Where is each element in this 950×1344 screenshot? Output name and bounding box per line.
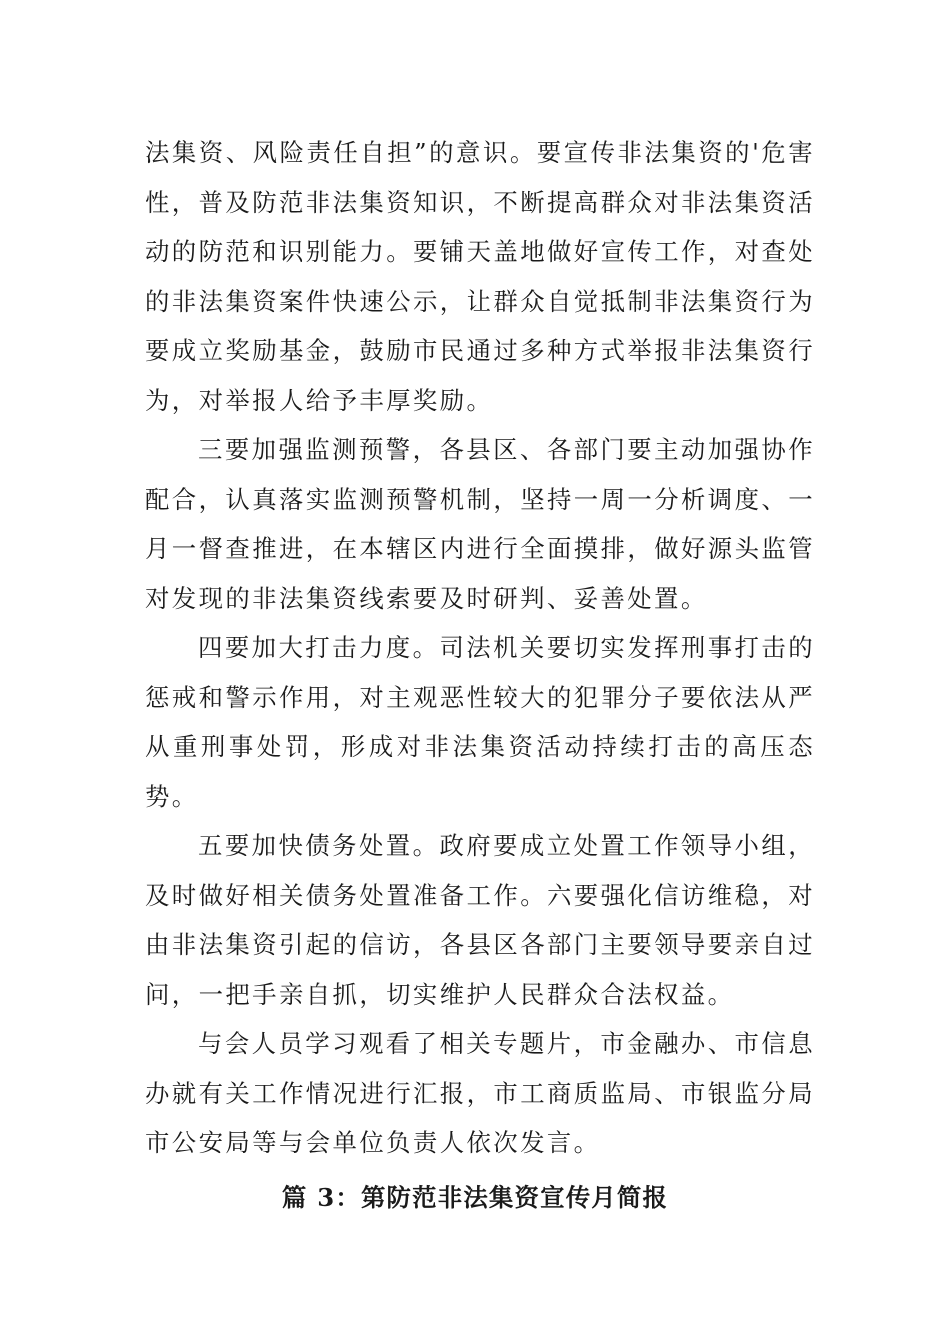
paragraph-monitoring: 三要加强监测预警，各县区、各部门要主动加强协作配合，认真落实监测预警机制，坚持一周一分析调度、一月一督查推进，在本辖区内进行全面摸排，做好源头监管对发现的非法集资线索要及时研判、妥善处置。 [145, 435, 815, 613]
paragraph-crackdown: 四要加大打击力度。司法机关要切实发挥刑事打击的惩戒和警示作用，对主观恶性较大的犯罪分子要依法从严从重刑事处罚，形成对非法集资活动持续打击的高压态势。 [145, 633, 815, 811]
section-title: 篇 3：第防范非法集资宣传月简报 [281, 1183, 669, 1212]
body-text [145, 128, 815, 1168]
paragraph-debt-handling: 五要加快债务处置。政府要成立处置工作领导小组，及时做好相关债务处置准备工作。六要强化信访维稳，对由非法集资引起的信访，各县区各部门主要领导要亲自过问，一把手亲自抓，切实维护人民群众合法权益。 [145, 831, 815, 1009]
paragraph-meeting-attendees: 与会人员学习观看了相关专题片，市金融办、市信息办就有关工作情况进行汇报，市工商质监局、市银监分局市公安局等与会单位负责人依次发言。 [145, 1029, 815, 1157]
paragraph-awareness: 法集资、风险责任自担”的意识。要宣传非法集资的'危害性，普及防范非法集资知识，不断提高群众对非法集资活动的防范和识别能力。要铺天盖地做好宣传工作，对查处的非法集资案件快速公示，让群众自觉抵制非法集资行为要成立奖励基金，鼓励市民通过多种方式举报非法集资行为，对举报人给予丰厚奖励。 [145, 138, 815, 415]
